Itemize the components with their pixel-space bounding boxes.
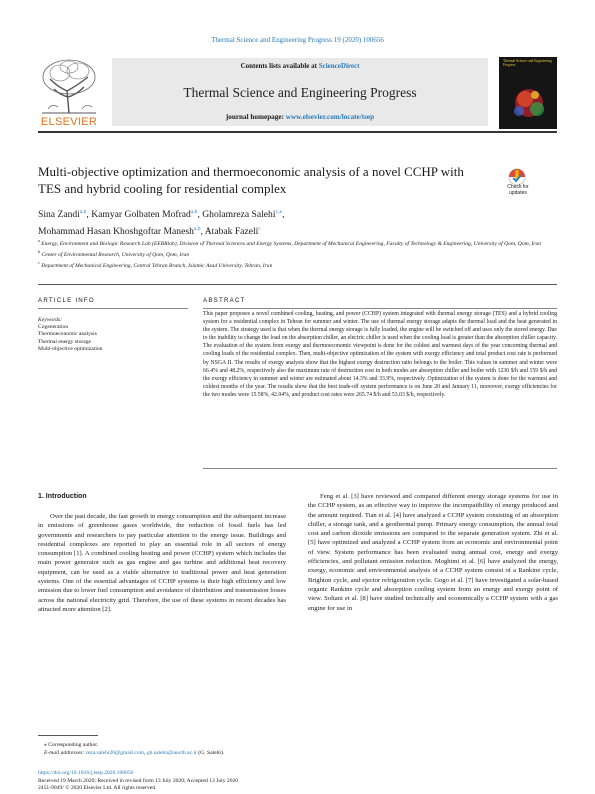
- keyword-item: Cogeneration: [38, 324, 69, 331]
- email-label: E-mail addresses:: [44, 750, 86, 756]
- keyword-item: Thermoeconomic analysis: [38, 331, 97, 338]
- email-link-2[interactable]: gh.salehi@iauctb.ac.ir: [146, 750, 197, 756]
- crossmark-line-1: Check for: [507, 184, 529, 190]
- journal-title: Thermal Science and Engineering Progress: [183, 85, 417, 100]
- journal-reference[interactable]: Thermal Science and Engineering Progress 19 (2020) 100656: [211, 36, 384, 44]
- author-separator: ,: [86, 209, 92, 221]
- author[interactable]: [205, 226, 261, 237]
- affiliation-label: c: [38, 259, 40, 265]
- article-dates-block: [38, 770, 438, 793]
- contents-available: [112, 62, 488, 70]
- email-link-1[interactable]: reza.salehi20@gmail.com: [85, 750, 145, 756]
- author-list: [38, 205, 553, 239]
- affiliation-text: Center of Environmental Research, University of Qom, Qom, Iran: [41, 251, 190, 258]
- header-rule: [38, 131, 557, 133]
- author-name: Gholamreza Salehi: [202, 209, 276, 221]
- corresponding-author-note: ⁎ Corresponding author.: [44, 742, 99, 748]
- author-marks[interactable]: a,b: [193, 226, 201, 233]
- author-separator: ,: [282, 209, 285, 221]
- body-text-right-column: Feng et al. [3] have reviewed and compared different energy storage systems for use in the CCHP system, as an effective way to improve the incompatibility of energy produced and the amount required. Tian et al. [4] have analyzed a CCHP system consisting of an absorption chiller, a storage tank, and a geothermal pump. Primary energy consumption, the annual total cost and carbon dioxide emissions are compared to the separate generation system. Zhi et al. [5] have optimized and analyzed a CCHP system from an economic and environmental point of view. System performance has been evaluated using annual cost, energy and exergy efficiencies, and pollutant emission reduction. Moghimi et al. [6] have analyzed the energy, exergy, economic and environmental analysis of a CCHP system consist of a Rankine cycle, Brighton cycle, and ejector refrigeration cycle. Gogo et al. [7] have investigated a solar-based organic Rankine cycle and absorption cooling system from an energy and exergy point of view. Soltani et al. [8] have studied technically and economically a CCHP system with a gas engine for use in: [308, 493, 558, 612]
- homepage-label: journal homepage:: [225, 113, 286, 121]
- author-name: Kamyar Golbaten Mofrad: [91, 209, 191, 221]
- affiliation-item: [38, 237, 553, 248]
- introduction-heading: 1. Introduction: [38, 493, 87, 500]
- author-name: Mohammad Hasan Khoshgoftar Manesh: [38, 226, 194, 238]
- author-separator: ,: [200, 226, 205, 238]
- article-title: Multi-objective optimization and thermoeconomic analysis of a novel CCHP with TES and hybrid cooling for residential complex: [38, 164, 464, 196]
- affiliation-text: Department of Mechanical Engineering, Central Tehran Branch, Islamic Azad University, Tehran, Iran: [41, 262, 273, 269]
- publisher-name: ELSEVIER: [40, 116, 98, 128]
- abstract-bottom-rule: [203, 468, 557, 469]
- author[interactable]: [91, 209, 197, 220]
- footnote-rule: [38, 735, 98, 736]
- affiliation-label: a: [38, 238, 40, 243]
- author[interactable]: [38, 209, 86, 220]
- abstract-heading: ABSTRACT: [203, 297, 246, 304]
- author-separator: ,: [197, 209, 203, 221]
- body-text-left-column: Over the past decade, the fast growth in energy consumption and the subsequent increase in emissions of greenhouse gases worldwide, the reduction of fossil fuels has led governments and researchers to pay particular attention to the energy issue. Buildings and residential complexes are reported to play an essential role in all sectors of energy consumption [1]. A combined cooling heating and power (CCHP) system which includes the main power generator such as gas engine and gas turbine and additional heat recovery equipment, can be used as a viable alternative to traditional power and heat generation systems. One of the essential advantages of CCHP systems is their high efficiency and low emission due to lower fuel consumption and avoidance of distribution and transmission losses across the national electricity grid. Therefore, the use of these systems in recent decades has attracted more attention [2].: [38, 513, 286, 613]
- keyword-item: Thermal energy storage: [38, 338, 92, 345]
- keyword-item: Multi-objective optimization: [38, 345, 103, 352]
- footnote: [44, 741, 444, 757]
- author[interactable]: [38, 226, 200, 237]
- contents-prefix: Contents lists available at: [240, 62, 319, 70]
- author-marks[interactable]: a,b: [79, 209, 87, 215]
- doi-link[interactable]: https://doi.org/10.1016/j.tsep.2020.100656: [38, 770, 134, 776]
- section-divider: [38, 284, 557, 285]
- received-dates: Received 19 March 2020; Received in revised form 13 July 2020; Accepted 13 July 2020: [38, 777, 239, 784]
- email-tail: (G. Salehi).: [196, 750, 225, 756]
- author-name: Sina Zandi: [38, 209, 80, 221]
- keywords-block: [38, 317, 188, 353]
- keywords-label: Keywords:: [38, 317, 63, 323]
- affiliation-text: Energy, Environment and Biologic Research Lab (EEBRlab), Division of Thermal Sciences and Energy Systems, Department of Mechanical Engineering, Faculty of Technology & Engineering, University of Qom, Qom, Iran: [41, 240, 542, 247]
- article-info-heading: ARTICLE INFO: [38, 297, 95, 304]
- sciencedirect-link[interactable]: ScienceDirect: [318, 62, 360, 70]
- cover-title: Thermal Science and Engineering Progress: [503, 59, 552, 67]
- author[interactable]: [202, 209, 285, 221]
- article-info-rule: [38, 308, 188, 309]
- author-marks[interactable]: c: [258, 226, 261, 233]
- abstract-rule: [203, 308, 557, 309]
- affiliation-label: b: [38, 248, 41, 254]
- author-marks[interactable]: a,b: [190, 209, 198, 215]
- email-line: [44, 749, 444, 757]
- homepage-link[interactable]: www.elsevier.com/locate/tsep: [285, 113, 375, 121]
- crossmark-label[interactable]: [499, 184, 537, 196]
- affiliation-item: [38, 259, 553, 270]
- journal-cover-image: [499, 57, 557, 129]
- email-separator: ,: [144, 750, 147, 756]
- author-name: Atabak Fazeli: [204, 226, 259, 238]
- abstract-text: This paper proposes a novel combined cooling, heating, and power (CCHP) system integrated with thermal energy storage (TES) and a hybrid cooling system for a residential complex in Tehran for summer and winter. The use of thermal energy storage adapts the thermal load and the heat generated in the system. The strategy used is that when the thermal energy storage is fully loaded, the engine will be switched off and uses only the stored energy. Due to the inability to change the load on the absorption chiller, an electric chiller is used when the cooling load is greater than the absorption chiller capacity. The evaluation of the system from exergy and thermoeconomic viewpoint is done for the coldest and warmest days of the year concerning thermal and cooling loads of the residential complex. Then, multi-objective optimization of the system with exergy efficiency and total product cost rate is performed by NSGA II. The results of exergy analysis show that the highest exergy destruction ratio belongs to the boiler. This values in summer and winter were 66.4% and 48.2%, respectively also the maximum rate of destruction cost in both modes are absorption chiller and boiler with 1230 $/h and 159 $/h and the exergy efficiency in summer and winter are estimated about 14.3% and 33.9%, respectively. Optimization of the system is done for the warmest and coldest months of the year. The results show that the best trade-off system performance is on June 20 and January 11, moreover, exergy efficiencies for the two modes were 15.58%, 42.04%, and product cost rates were 265.74 $/h and 53.03 $/h, respectively.: [203, 311, 557, 398]
- copyright-line: 2451-9049/ © 2020 Elsevier Ltd. All rights reserved.: [38, 785, 157, 792]
- crossmark-line-2: updates: [509, 190, 527, 196]
- author-marks[interactable]: c,⁎: [275, 209, 283, 215]
- affiliation-item: [38, 248, 553, 259]
- journal-homepage: [112, 113, 488, 121]
- affiliations: [38, 237, 553, 270]
